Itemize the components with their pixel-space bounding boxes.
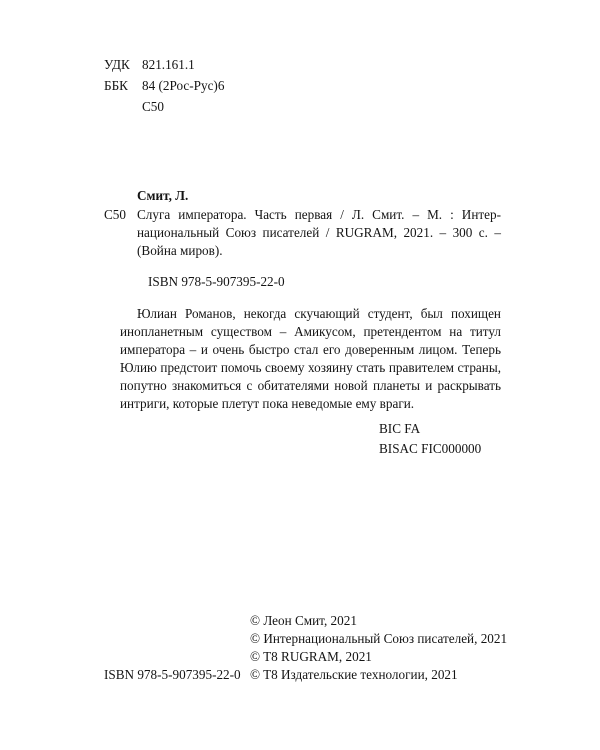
subject-codes (379, 419, 481, 459)
udk-value: 821.161.1 (142, 57, 195, 72)
author-mark: С50 (142, 99, 164, 114)
entry-description: Слуга императора. Часть первая / Л. Смит. – М. : Интер-национальный Союз писателей / RUGRAM, 2021. – 300 с. – (Война миров). (137, 207, 501, 258)
entry-isbn: ISBN 978-5-907395-22-0 (148, 274, 285, 289)
bisac-code: BISAC FIC000000 (379, 441, 482, 456)
footer-isbn: ISBN 978-5-907395-22-0 (104, 667, 241, 682)
copyright-line: © T8 Издательские технологии, 2021 (250, 667, 458, 682)
entry-code: С50 (104, 207, 126, 222)
bbk-label: ББК (104, 78, 128, 93)
bic-code: BIC FA (379, 421, 421, 436)
annotation: Юлиан Романов, некогда скучающий студент, был похищен инопланетным существом – Амикусом, претендентом на титул императора – и очень быстро стал его доверенным лицом. Теперь Юлию предстоит помочь своему хозяину стать правителем страны, попутно знакомиться с обитателями новой планеты и раскрывать интриги, которые плетут пока неведомые ему враги. (120, 306, 501, 411)
copyright-line: © Интернациональный Союз писателей, 2021 (250, 631, 508, 646)
copyright-line: © T8 RUGRAM, 2021 (250, 649, 372, 664)
udk-label: УДК (104, 57, 130, 72)
entry-author: Смит, Л. (137, 188, 189, 203)
bbk-value: 84 (2Рос-Рус)6 (142, 78, 225, 93)
copyright-line: © Леон Смит, 2021 (250, 613, 357, 628)
copyright-list (250, 612, 507, 684)
